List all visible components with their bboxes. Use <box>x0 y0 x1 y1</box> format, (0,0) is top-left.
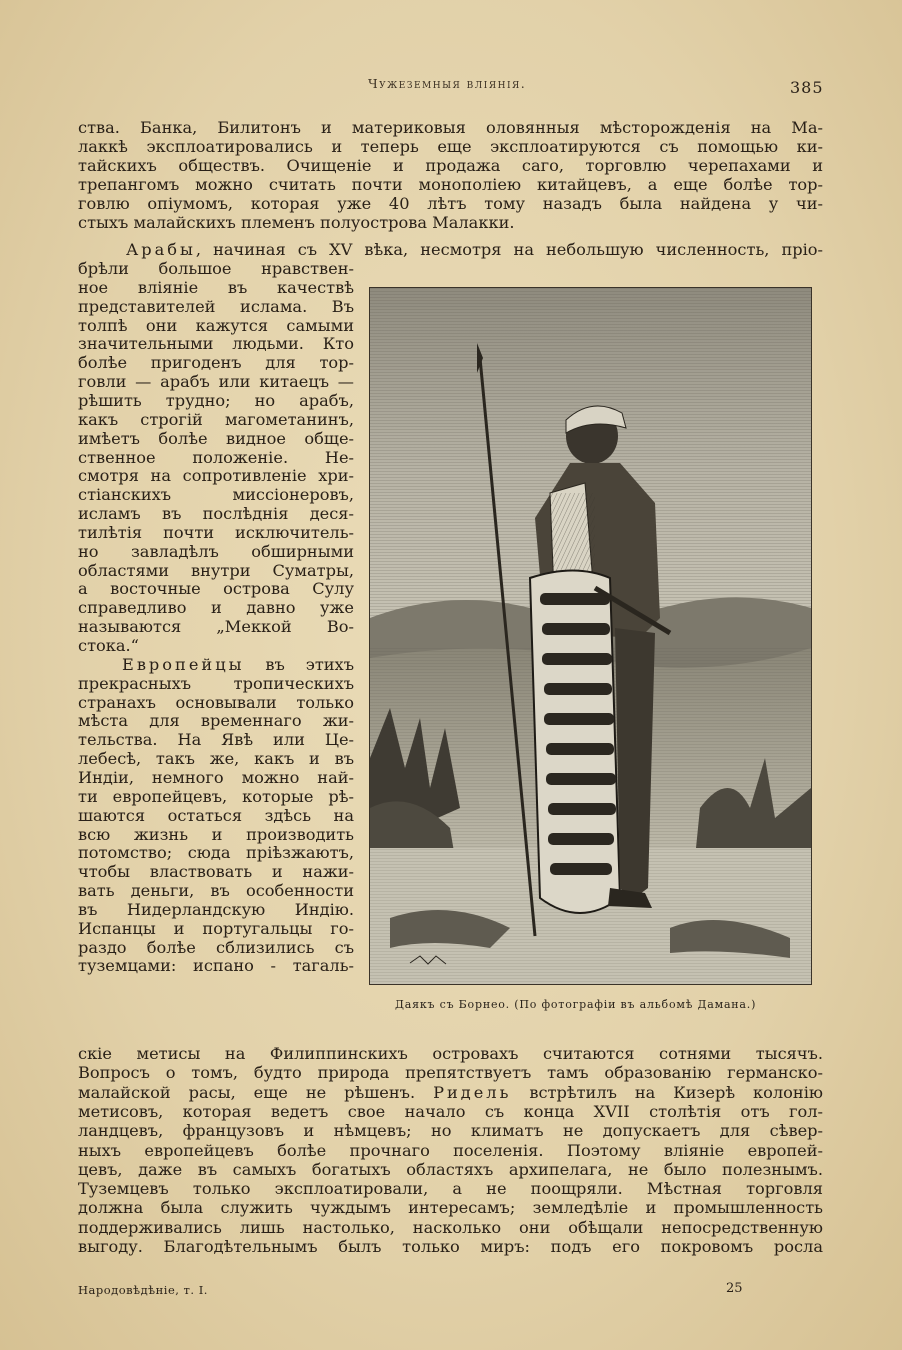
column-text-line: рѣшить трудно; но арабъ, <box>78 391 354 410</box>
text-line: тайскихъ обществъ. Очищеніе и продажа саго, торговлю черепахами и <box>78 156 823 175</box>
figure-caption: Даякъ съ Борнео. (По фотографіи въ альбомѣ Дамана.) <box>395 998 757 1011</box>
text-line: Туземцевъ только эксплоатировали, а не поощряли. Мѣстная торговля <box>78 1179 823 1198</box>
column-text-line: въ Нидерландскую Индію. <box>78 900 354 919</box>
column-text-line: вать деньги, въ особенности <box>78 881 354 900</box>
text-line: малайской расы, еще не рѣшенъ. Ридель встрѣтилъ на Кизерѣ колонію <box>78 1083 823 1102</box>
text-line: цевъ, даже въ самыхъ богатыхъ областяхъ архипелага, не было полезнымъ. <box>78 1160 823 1179</box>
column-text-line: всю жизнь и производить <box>78 825 354 844</box>
column-text-line: прекрасныхъ тропическихъ <box>78 674 354 693</box>
column-text-line: туземцами: испано - тагаль- <box>78 956 354 975</box>
column-text-line: лебесѣ, такъ же, какъ и въ <box>78 749 354 768</box>
column-text-line: имѣетъ болѣе видное обще- <box>78 429 354 448</box>
running-title: Чужеземныя вліянія. <box>368 76 527 91</box>
column-text-line: но завладѣлъ обширными <box>78 542 354 561</box>
signature-mark: 25 <box>726 1281 743 1296</box>
column-text-line: исламъ въ послѣднія деся- <box>78 504 354 523</box>
text-line: стыхъ малайскихъ племенъ полуострова Малакки. <box>78 213 515 232</box>
text-line: должна была служить чуждымъ интересамъ; земледѣліе и промышленность <box>78 1198 823 1217</box>
column-text-line: справедливо и давно уже <box>78 598 354 617</box>
column-text-line: раздо болѣе сблизились съ <box>78 938 354 957</box>
paragraph-start-line: Арабы, начиная съ XV вѣка, несмотря на небольшую численность, пріо- <box>126 240 823 259</box>
column-text-line: значительными людьми. Кто <box>78 334 354 353</box>
column-text-line: стока.“ <box>78 636 139 655</box>
text-line: говлю опіумомъ, которая уже 40 лѣтъ тому назадъ была найдена у чи- <box>78 194 823 213</box>
column-text-line: Индіи, немного можно най- <box>78 768 354 787</box>
column-text-line: потомство; сюда пріѣзжаютъ, <box>78 843 354 862</box>
text-line: лаккѣ эксплоатировались и теперь еще эксплоатируются съ помощью ки- <box>78 137 823 156</box>
column-text-line: мѣста для временнаго жи- <box>78 711 354 730</box>
column-text-line: говли — арабъ или китаецъ — <box>78 372 354 391</box>
text-line: поддерживались лишь настолько, насколько они обѣщали непосредственную <box>78 1218 823 1237</box>
column-text-line: смотря на сопротивленіе хри- <box>78 466 354 485</box>
page-number: 385 <box>790 78 824 97</box>
text-line: ныхъ европейцевъ болѣе прочнаго поселенія. Поэтому вліяніе европей- <box>78 1141 823 1160</box>
column-text-line: ти европейцевъ, которые рѣ- <box>78 787 354 806</box>
engraving-illustration <box>370 288 811 984</box>
text-line: трепангомъ можно считать почти монополіею китайцевъ, а еще болѣе тор- <box>78 175 823 194</box>
column-text-line: Испанцы и португальцы го- <box>78 919 354 938</box>
column-text-line: болѣе пригоденъ для тор- <box>78 353 354 372</box>
footer-book-title: Народовѣдѣніе, т. I. <box>78 1283 208 1297</box>
column-text-line: толпѣ они кажутся самыми <box>78 316 354 335</box>
emphasized-word: Арабы <box>126 240 196 259</box>
emphasized-word: Ридель <box>433 1083 512 1102</box>
column-text-line: Европейцы въ этихъ <box>122 655 354 674</box>
column-text-line: чтобы властвовать и нажи- <box>78 862 354 881</box>
text-line: скіе метисы на Филиппинскихъ островахъ считаются сотнями тысячъ. <box>78 1044 823 1063</box>
column-text-line: тельства. На Явѣ или Це- <box>78 730 354 749</box>
column-text-line: называются „Меккой Во- <box>78 617 354 636</box>
text-line: ландцевъ, французовъ и нѣмцевъ; но климатъ не допускаетъ для сѣвер- <box>78 1121 823 1140</box>
text-line: метисовъ, которая ведетъ свое начало съ конца XVII столѣтія отъ гол- <box>78 1102 823 1121</box>
column-text-line: а восточные острова Сулу <box>78 579 354 598</box>
column-text-line: областями внутри Суматры, <box>78 561 354 580</box>
column-text-line: представителей ислама. Въ <box>78 297 354 316</box>
emphasized-word: Европейцы <box>122 655 245 674</box>
text-line: Вопросъ о томъ, будто природа препятствуетъ тамъ образованію германско- <box>78 1063 823 1082</box>
column-text-line: странахъ основывали только <box>78 693 354 712</box>
column-text-line: какъ строгій магометанинъ, <box>78 410 354 429</box>
text-line: ства. Банка, Билитонъ и материковыя оловянныя мѣсторожденія на Ма- <box>78 118 823 137</box>
text-line: выгоду. Благодѣтельнымъ былъ только миръ: подъ его покровомъ росла <box>78 1237 823 1256</box>
column-text-line: тилѣтія почти исключитель- <box>78 523 354 542</box>
column-text-line: брѣли большое нравствен- <box>78 259 354 278</box>
column-text-line: шаются остаться здѣсь на <box>78 806 354 825</box>
column-text-line: стіанскихъ миссіонеровъ, <box>78 485 354 504</box>
column-text-line: ное вліяніе въ качествѣ <box>78 278 354 297</box>
column-text-line: ственное положеніе. Не- <box>78 448 354 467</box>
illustration-dayak-warrior <box>369 287 812 985</box>
